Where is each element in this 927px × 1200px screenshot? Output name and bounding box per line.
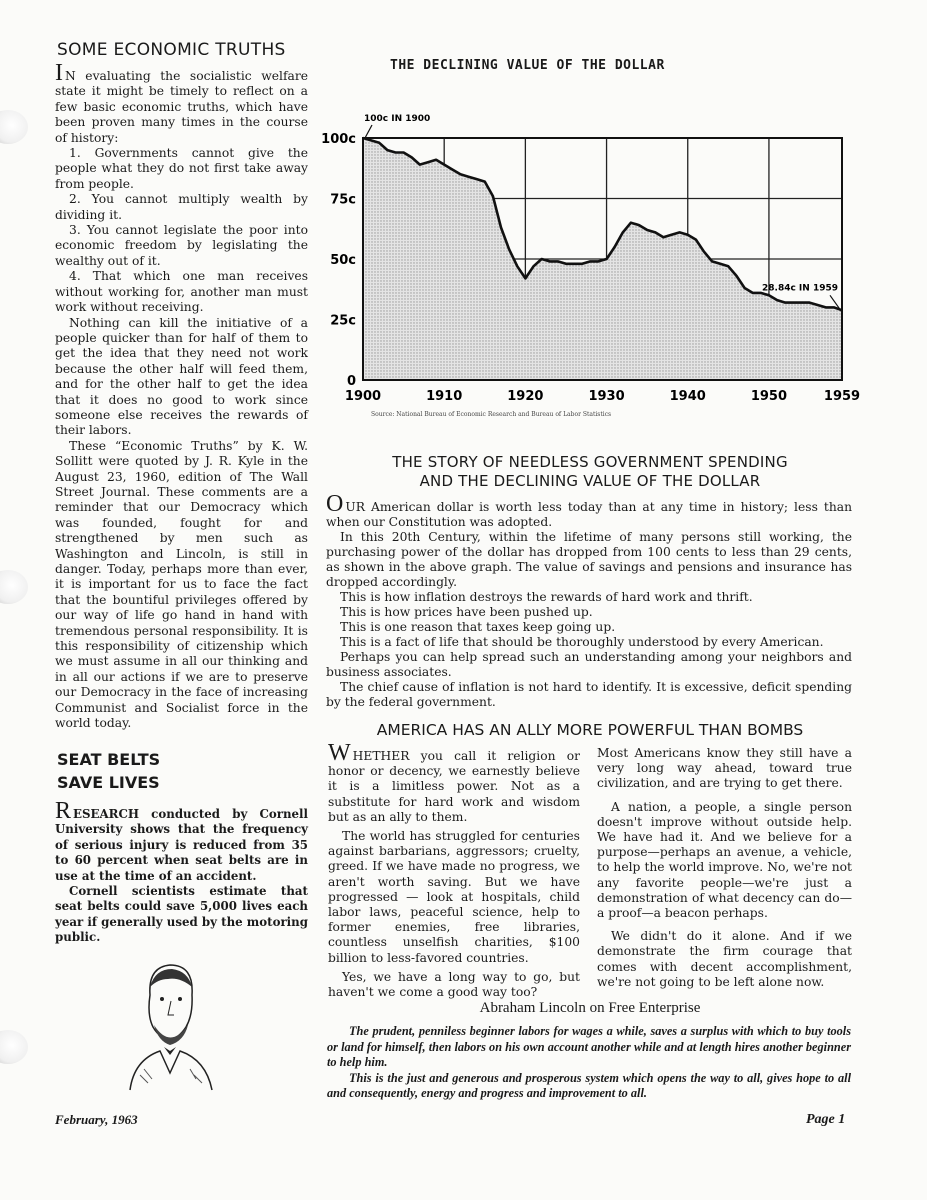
- paragraph: The chief cause of inflation is not hard to identify. It is excessive, deficit spending by the federal government.: [326, 680, 852, 709]
- chart-y-tick-label: 50c: [330, 253, 356, 268]
- seatbelts-title: [57, 748, 160, 794]
- paragraph: This is how inflation destroys the rewards of hard work and thrift.: [340, 590, 753, 604]
- paragraph: ESEARCH conducted by Cornell University shows that the frequency of serious injury is reduced from 35 to 60 percent when seat belts are in use at the time of an accident.: [55, 807, 308, 883]
- paragraph: 1. Governments cannot give the people what they do not first take away from people.: [55, 146, 308, 191]
- paragraph: These “Economic Truths” by K. W. Sollitt were quoted by J. R. Kyle in the August 23, 1960, edition of The Wall Street Journal. These comments are a reminder that our Democracy which was founded, fought for and strengthened by men such as Washington and Lincoln, is still in danger. Today, perhaps more than ever, it is important for us to face the fact that the bountiful privileges offered by our way of life go hand in hand with tremendous personal responsibility. It is this responsibility of citizenship which we must assume in all our thinking and in all our actions if we are to preserve our Democracy in the face of increasing Communist and Socialist force in the world today.: [55, 438, 308, 731]
- binder-hole: [0, 1030, 28, 1064]
- chart-annotation: 28.84c IN 1959: [762, 283, 838, 294]
- chart-title: THE DECLINING VALUE OF THE DOLLAR: [390, 58, 665, 73]
- paragraph: A nation, a people, a single person doesn't improve without outside help. We have had it. And we believe for a purpose—perhaps an avenue, a vehicle, to help the world improve. No, we're not any favorite people—we're just a demonstration of what decency can do—a proof—a beacon perhaps.: [597, 799, 852, 921]
- paragraph: Perhaps you can help spread such an understanding among your neighbors and business associates.: [326, 650, 852, 679]
- chart-x-tick-label: 1950: [750, 389, 788, 404]
- paragraph: This is a fact of life that should be thoroughly understood by every American.: [340, 635, 824, 649]
- ally-column-2: [597, 746, 852, 990]
- story-title-line: THE STORY OF NEEDLESS GOVERNMENT SPENDING: [392, 453, 788, 471]
- paragraph: 2. You cannot multiply wealth by dividing it.: [55, 192, 308, 222]
- paragraph: N evaluating the socialistic welfare state it might be timely to reflect on a few basic economic truths, which have been proven many times in the course of history:: [55, 69, 308, 145]
- story-body: [326, 491, 852, 710]
- lincoln-title: Abraham Lincoln on Free Enterprise: [479, 1000, 701, 1016]
- paragraph: This is how prices have been pushed up.: [340, 605, 593, 619]
- footer-date: February, 1963: [55, 1112, 138, 1127]
- paragraph: HETHER you call it religion or honor or decency, we earnestly believe it is a limitless power. Not as a substitute for hard work and wisdom but as an ally to them.: [328, 749, 580, 824]
- drop-cap: R: [55, 798, 72, 824]
- binder-hole: [0, 110, 28, 144]
- chart-annotation-arrow: [365, 125, 372, 138]
- chart-x-tick-label: 1910: [426, 389, 463, 404]
- drop-cap: I: [55, 60, 63, 86]
- seatbelts-title-line: SAVE LIVES: [57, 773, 160, 792]
- paragraph: Yes, we have a long way to go, but haven't we come a good way too?: [328, 969, 580, 1000]
- paragraph: Cornell scientists estimate that seat belts could save 5,000 lives each year if generally used by the motoring public.: [55, 884, 308, 945]
- binder-hole: [0, 570, 28, 604]
- economic-truths-title: SOME ECONOMIC TRUTHS: [57, 40, 286, 60]
- paragraph: This is the just and generous and prosperous system which opens the way to all, gives hope to all and consequently, energy and progress and improvement to all.: [327, 1070, 851, 1100]
- paragraph: Most Americans know they still have a very long way ahead, toward true civilization, and are trying to get there.: [597, 746, 852, 791]
- dollar-value-chart: [320, 100, 860, 430]
- paragraph: The world has struggled for centuries against barbarians, aggressors; cruelty, greed. If we have made no progress, we aren't worth saving. But we have progressed — look at hospitals, child labor laws, peaceful science, help to former enemies, free libraries, countless unselfish charities, $100 billion to less-favored countries.: [328, 829, 580, 965]
- chart-y-tick-label: 100c: [321, 132, 356, 147]
- paragraph: This is one reason that taxes keep going up.: [340, 620, 616, 634]
- seatbelts-body: [55, 798, 308, 946]
- seatbelts-title-line: SEAT BELTS: [57, 750, 161, 769]
- drop-cap: W: [328, 740, 351, 766]
- drop-cap: O: [326, 491, 344, 517]
- paragraph: UR American dollar is worth less today than at any time in history; less than when our Constitution was adopted.: [326, 500, 852, 529]
- ally-title: AMERICA HAS AN ALLY MORE POWERFUL THAN BOMBS: [376, 721, 804, 739]
- paragraph: 4. That which one man receives without working for, another man must work without receiving.: [55, 269, 308, 315]
- economic-truths-body: [55, 60, 308, 731]
- paragraph: The prudent, penniless beginner labors for wages a while, saves a surplus with which to buy tools or land for himself, then labors on his own account another while and at length hires another beginner to help him.: [327, 1024, 851, 1069]
- footer-page-number: Page 1: [806, 1112, 846, 1127]
- lincoln-portrait: [120, 955, 220, 1095]
- paragraph: We didn't do it alone. And if we demonstrate the firm courage that comes with decent accomplishment, we're not going to be left alone now.: [597, 929, 852, 989]
- chart-x-tick-label: 1920: [507, 389, 544, 404]
- chart-x-tick-label: 1930: [588, 389, 625, 404]
- chart-y-tick-label: 25c: [330, 313, 356, 329]
- paragraph: 3. You cannot legislate the poor into economic freedom by legislating the wealthy out of it.: [55, 223, 308, 268]
- chart-x-tick-label: 1959: [823, 389, 860, 404]
- ally-column-1: [328, 740, 580, 1000]
- chart-y-tick-label: 0: [346, 374, 356, 389]
- chart-y-tick-label: 75c: [330, 192, 356, 208]
- paragraph: Nothing can kill the initiative of a people quicker than for half of them to get the idea that they need not work because the other half will feed them, and for the other half to get the idea that it does no good to work since someone else receives the rewards of their labors.: [55, 315, 308, 438]
- chart-annotation: 100c IN 1900: [364, 114, 431, 124]
- chart-source: Source: National Bureau of Economic Research and Bureau of Labor Statistics: [371, 411, 612, 418]
- chart-x-tick-label: 1900: [344, 389, 382, 404]
- paragraph: In this 20th Century, within the lifetime of many persons still working, the purchasing power of the dollar has dropped from 100 cents to less than 29 cents, as shown in the above graph. The value of savings and pensions and insurance has dropped accordingly.: [326, 530, 852, 589]
- chart-x-tick-label: 1940: [669, 389, 706, 404]
- story-title-line: AND THE DECLINING VALUE OF THE DOLLAR: [419, 472, 761, 490]
- lincoln-quote: [327, 1024, 851, 1102]
- story-title: [325, 453, 855, 491]
